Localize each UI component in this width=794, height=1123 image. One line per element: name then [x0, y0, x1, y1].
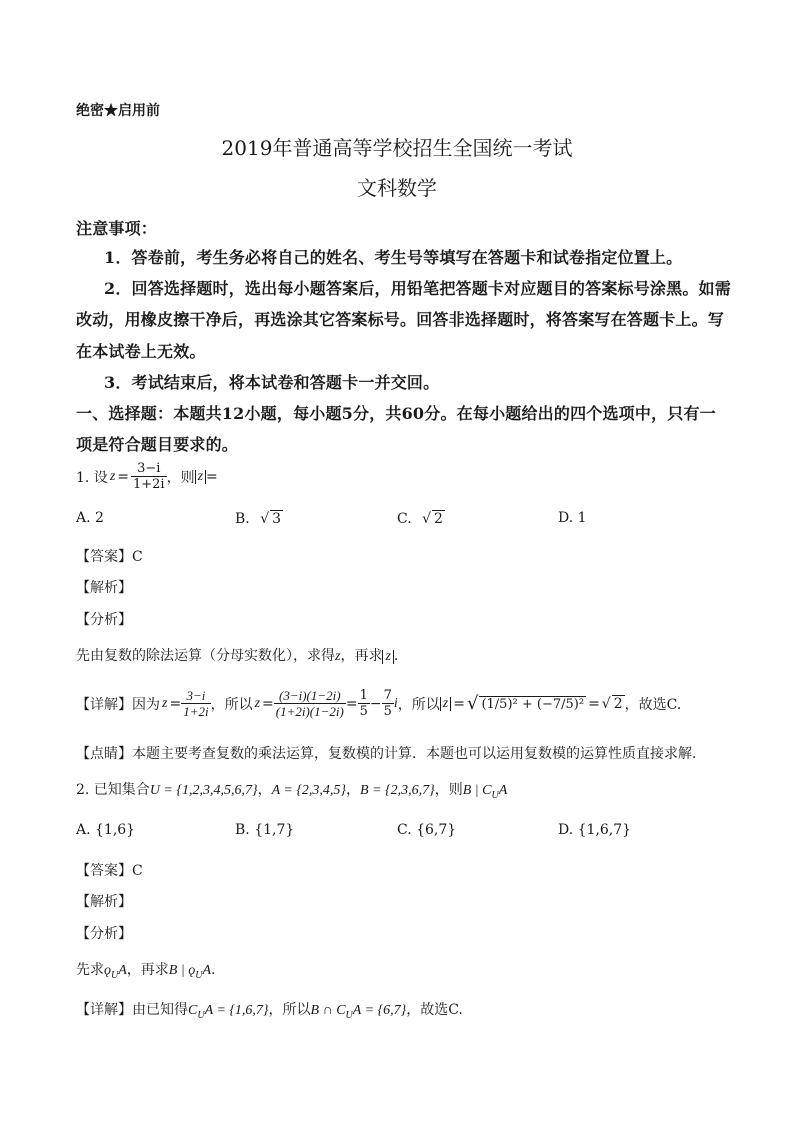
q1-fenxi-tag: 【分析】 [76, 612, 132, 628]
q2-sep-1: ， [257, 782, 272, 798]
q2-fenxi-b: ，再求 [126, 962, 169, 978]
q1-detail-tag: 【详解】 [76, 696, 132, 713]
q1-suffix: ，则 [166, 469, 195, 486]
q2-expr-tail: A [498, 783, 508, 798]
q1-d-sqrt-2: 2 [613, 696, 623, 712]
q1-option-a: A. 2 [76, 510, 104, 526]
q2-fenxi-tag: 【分析】 [76, 926, 132, 942]
q2-expr: B | C [462, 783, 492, 798]
q1-d-frac4-den: 5 [383, 704, 392, 719]
q2-fenxi-a2: A [202, 963, 211, 978]
q1-detail-frac-4 [382, 688, 394, 719]
q1-option-c: C. √ 2 [397, 511, 443, 527]
q2-set-u: U = {1,2,3,4,5,6,7} [149, 783, 258, 798]
q1-fraction [131, 461, 167, 492]
q1-point [76, 743, 706, 763]
notes-heading: 注意事项： [76, 219, 158, 238]
q2-detail-sub-1: U [197, 1009, 205, 1021]
q2-detail-expr-2: B ∩ C [310, 1003, 346, 1018]
q1-fenxi-abs: z [382, 650, 393, 664]
q2-text-b: ，则 [434, 782, 463, 798]
q2-fenxi-expr-1: ǫ [104, 963, 111, 978]
q2-option-c: C. {6,7} [397, 822, 457, 838]
q2-fenxi-a1: A [118, 963, 127, 978]
q2-detail-a: 由已知得 [132, 1002, 188, 1018]
q1-d-minus: − [369, 695, 382, 712]
q1-fenxi-text [76, 645, 398, 665]
q1-answer [76, 546, 143, 566]
question-1-stem [76, 461, 218, 492]
q2-fenxi-end: . [211, 962, 216, 978]
q2-fenxi-sub-2: U [195, 969, 203, 981]
notes-item-3: 3．考试结束后，将本试卷和答题卡一并交回。 [104, 373, 440, 392]
q2-fenxi-expr-2: B | ǫ [168, 963, 196, 978]
q2-fenxi-a: 先求 [76, 962, 104, 978]
q1-option-b-radicand: 3 [272, 511, 282, 527]
notes-item-2-line-1: 2．回答选择题时，选出每小题答案后，用铅笔把答题卡对应题目的答案标号涂黑。如需 [104, 279, 731, 298]
q1-d-frac1-num: 3−i [181, 688, 210, 704]
q1-point-tag: 【点睛】 [76, 746, 132, 762]
q2-detail-expr-1: C [188, 1003, 198, 1018]
q1-d-sqrt-inner: (1/5)² + (−7/5)² [481, 696, 585, 712]
q1-eq: = [117, 468, 129, 485]
q2-set-a: A = {2,3,4,5} [271, 783, 347, 798]
q2-answer-tag: 【答案】 [76, 863, 132, 879]
secret-mark: 绝密★启用前 [76, 103, 160, 119]
notes-item-1: 1．答卷前，考生务必将自己的姓名、考生号等填写在答题卡和试卷指定位置上。 [104, 248, 683, 267]
q1-detail-d: ，故选C. [624, 696, 682, 713]
q2-detail-expr-1-tail: A = {1,6,7} [204, 1003, 269, 1018]
exam-subtitle: 文科数学 [357, 176, 437, 200]
q1-point-text: 本题主要考查复数的乘法运算，复数模的计算．本题也可以运用复数模的运算性质直接求解． [132, 746, 706, 762]
section-heading-line-1: 一、选择题：本题共12小题，每小题5分，共60分。在每小题给出的四个选项中，只有一 [76, 404, 716, 423]
exam-title: 2019年普通高等学校招生全国统一考试 [221, 136, 573, 160]
q2-answer [76, 860, 143, 880]
q1-fenxi-text-a: 先由复数的除法运算（分母实数化），求得 [76, 648, 335, 664]
q1-option-b-label: B. [235, 511, 250, 527]
q1-frac-den: 1+2i [133, 477, 165, 492]
q2-option-b: B. {1,7} [235, 822, 295, 838]
q2-detail [76, 999, 463, 1021]
q1-abs-z: z [195, 470, 206, 484]
q1-detail-frac-2 [274, 688, 346, 719]
notes-item-2-line-3: 在本试卷上无效。 [76, 342, 206, 361]
q2-detail-b: ，所以 [268, 1002, 311, 1018]
q1-d-frac2-num: (3−i)(1−2i) [274, 688, 346, 704]
q1-d-frac3-num: 1 [359, 688, 368, 703]
q1-detail: 【详解】 因为 z = $\frac{3-i}{1+2i}$ ，所以 z = $\frac{(3-i)(1-2i)}{(1+2i)(1-2i)}$ = $\frac{1}{5}$ − $\frac{7}{5}$ i ，所以 z = √ (1/5)² + (−7/5)² = √ 2 ，故选C. [76, 688, 682, 719]
section-heading-line-2: 项是符合题目要求的。 [76, 435, 239, 454]
q1-answer-value: C [132, 549, 143, 565]
q2-set-b: B = {2,3,6,7} [360, 783, 435, 798]
q1-option-d: D. 1 [558, 510, 587, 526]
q1-detail-b: ，所以 [210, 696, 253, 713]
q1-option-c-label: C. [397, 511, 412, 527]
q1-answer-tag: 【答案】 [76, 549, 132, 565]
q1-prefix: 1. 设 [76, 469, 108, 486]
q1-d-frac3-den: 5 [359, 704, 368, 719]
q2-detail-sub-2: U [345, 1009, 353, 1021]
q1-detail-frac-3 [358, 688, 370, 719]
q1-option-c-radicand: 2 [434, 511, 443, 527]
q2-fenxi-sub-1: U [111, 969, 119, 981]
q1-z: z [109, 468, 116, 484]
q1-detail-a: 因为 [132, 696, 160, 713]
q1-tail: = [206, 468, 218, 485]
q1-detail-frac-1 [181, 688, 210, 719]
q2-detail-tag: 【详解】 [76, 1002, 132, 1018]
q2-analysis-tag: 【解析】 [76, 894, 132, 910]
q1-fenxi-z: z [335, 649, 341, 664]
notes-item-2-line-2: 改动，用橡皮擦干净后，再选涂其它答案标号。回答非选择题时，将答案写在答题卡上。写 [76, 310, 725, 329]
q2-fenxi-text [76, 959, 215, 981]
q2-detail-c: ，故选C. [406, 1002, 463, 1018]
q2-option-d: D. {1,6,7} [558, 822, 632, 838]
q1-d-frac2-den: (1+2i)(1−2i) [275, 704, 344, 719]
q2-option-a: A. {1,6} [76, 822, 136, 838]
q1-d-frac1-den: 1+2i [183, 704, 209, 719]
q2-answer-value: C [132, 863, 143, 879]
q1-frac-num: 3−i [131, 461, 167, 477]
q1-fenxi-text-b: ，再求 [340, 648, 383, 664]
q1-analysis-tag: 【解析】 [76, 580, 132, 596]
question-2-stem [76, 779, 507, 801]
q1-fenxi-end: . [393, 648, 399, 664]
q1-d-i: i [393, 695, 398, 711]
q1-detail-c: ，所以 [397, 696, 440, 713]
q1-d-frac4-num: 7 [383, 688, 392, 703]
q2-sub-u: U [491, 789, 499, 801]
q2-text-a: 2. 已知集合 [76, 782, 150, 798]
q2-sep-2: ， [346, 782, 361, 798]
q1-option-b: B. √ 3 [235, 511, 282, 527]
q2-detail-expr-2-tail: A = {6,7} [352, 1003, 407, 1018]
